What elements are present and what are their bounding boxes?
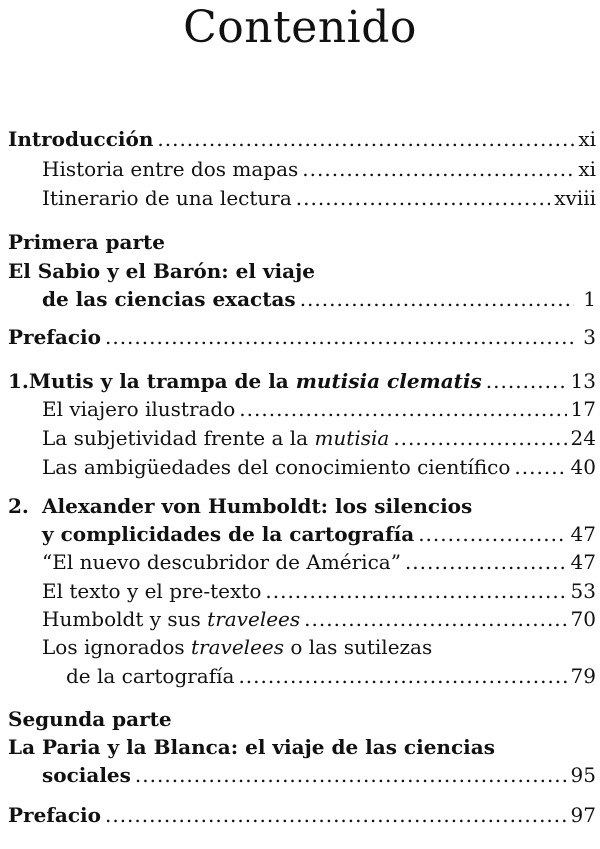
dot-leader [405, 548, 567, 576]
toc-entry-title: El texto y el pre-texto [42, 579, 262, 603]
toc-entry-chapter-1[interactable] [8, 367, 596, 395]
toc-page-number: 53 [570, 579, 596, 603]
dot-leader [418, 520, 566, 548]
part-title: La Paria y la Blanca: el viaje de las ciencias [8, 735, 495, 759]
toc-entry-viajero[interactable] [42, 395, 596, 423]
toc-entry-part2[interactable] [42, 761, 596, 789]
toc-page-number: xviii [554, 186, 596, 210]
toc-entry-title: Itinerario de una lectura [42, 186, 292, 210]
toc-entry-title: sociales [42, 763, 131, 787]
dot-leader [105, 801, 567, 829]
toc-entry-ignorados-line1: Los ignorados travelees o las sutilezas [42, 635, 433, 659]
toc-page-number: 13 [570, 369, 596, 393]
toc-entry-title: Prefacio [8, 803, 101, 827]
dot-leader [135, 761, 567, 789]
part-title: El Sabio y el Barón: el viaje [8, 259, 316, 283]
part-label: Segunda parte [8, 707, 172, 731]
dot-leader [300, 285, 574, 313]
dot-leader [302, 155, 574, 183]
chapter-number: 1. [8, 369, 29, 393]
toc-page-number: 95 [570, 763, 596, 787]
dot-leader [239, 395, 566, 423]
toc-entry-humboldt-travelees[interactable] [42, 605, 596, 633]
toc-entry-subjetividad[interactable] [42, 424, 596, 452]
toc-page-number: 47 [570, 550, 596, 574]
dot-leader [105, 323, 574, 351]
toc-entry-title: Alexander von Humboldt: los silencios [42, 494, 473, 518]
toc-page-number: 70 [570, 607, 596, 631]
toc-page-number: xi [578, 157, 596, 181]
toc-entry-historia[interactable] [42, 155, 596, 183]
toc-entry-texto[interactable] [42, 577, 596, 605]
chapter-number: 2. [8, 494, 29, 518]
toc-entry-title: y complicidades de la cartografía [42, 522, 415, 546]
toc-entry-title: Prefacio [8, 325, 101, 349]
toc-entry-title: Mutis y la trampa de la mutisia clematis [28, 369, 482, 393]
toc-entry-prefacio-2[interactable] [8, 801, 596, 829]
dot-leader [296, 184, 550, 212]
dot-leader [238, 662, 566, 690]
toc-entry-introduccion[interactable] [8, 125, 596, 153]
dot-leader [393, 424, 566, 452]
toc-entry-title: de las ciencias exactas [42, 287, 296, 311]
toc-entry-itinerario[interactable] [42, 184, 596, 212]
toc-entry-title: de la cartografía [66, 664, 235, 688]
toc-page-number: xi [578, 127, 596, 151]
toc-page-number: 3 [583, 325, 596, 349]
toc-entry-title: Las ambigüedades del conocimiento científico [42, 455, 511, 479]
toc-page-number: 24 [570, 426, 596, 450]
toc-entry-chapter-2[interactable] [42, 520, 596, 548]
toc-page-number: 79 [570, 664, 596, 688]
dot-leader [265, 577, 566, 605]
toc-entry-ambiguedades[interactable] [42, 453, 596, 481]
toc-page-number: 40 [570, 455, 596, 479]
toc-entry-title: Introducción [8, 127, 154, 151]
toc-page-number: 97 [570, 803, 596, 827]
toc-entry-prefacio[interactable] [8, 323, 596, 351]
toc-entry-title: La subjetividad frente a la mutisia [42, 426, 390, 450]
dot-leader [304, 605, 566, 633]
toc-entry-title: Historia entre dos mapas [42, 157, 299, 181]
toc-entry-title: El viajero ilustrado [42, 397, 236, 421]
toc-entry-part1[interactable] [42, 285, 596, 313]
toc-entry-title: “El nuevo descubridor de América” [42, 550, 401, 574]
toc-page-number: 1 [583, 287, 596, 311]
toc-entry-descubridor[interactable] [42, 548, 596, 576]
dot-leader [514, 453, 566, 481]
dot-leader [486, 367, 567, 395]
toc-page-number: 47 [570, 522, 596, 546]
dot-leader [157, 125, 574, 153]
part-label: Primera parte [8, 230, 165, 254]
toc-entry-ignorados[interactable] [66, 662, 596, 690]
page-title: Contenido [183, 2, 417, 53]
toc-entry-title: Humboldt y sus travelees [42, 607, 301, 631]
toc-page-number: 17 [570, 397, 596, 421]
chapter-2-heading [8, 492, 596, 520]
